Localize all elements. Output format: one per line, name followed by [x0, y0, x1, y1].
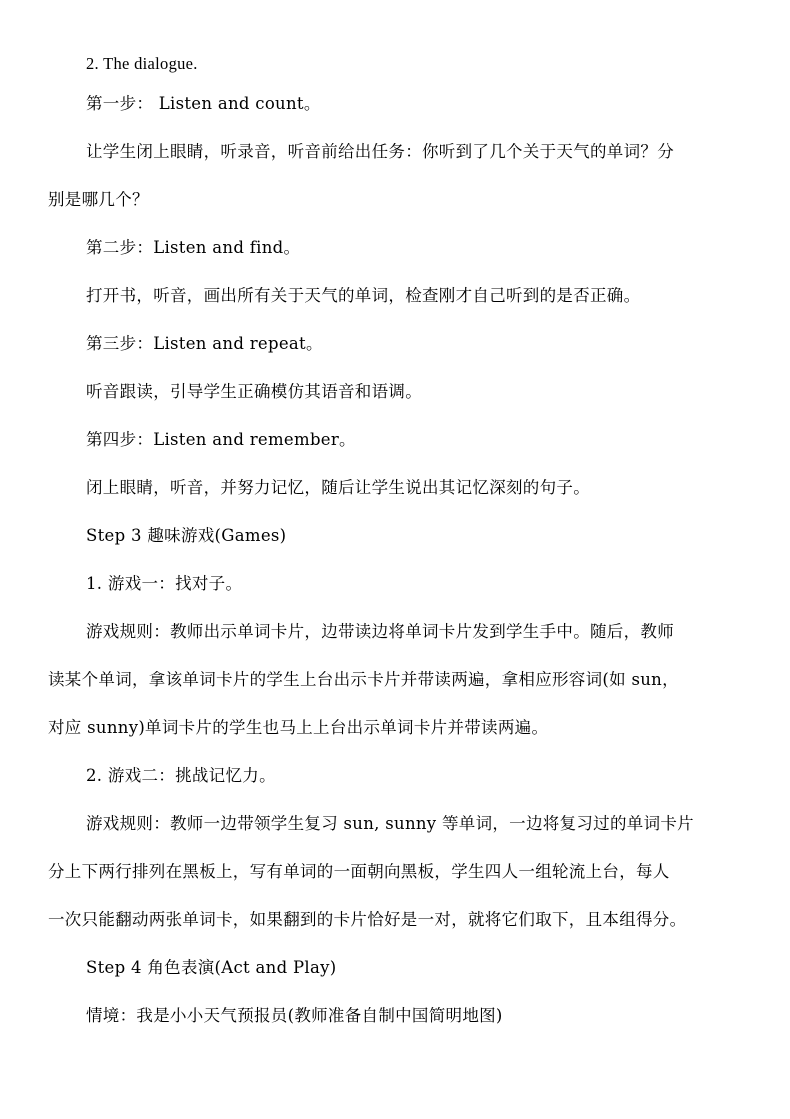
section-heading-act-and-play: Step 4 角色表演(Act and Play) — [86, 958, 337, 977]
paragraph-line: 游戏规则：教师一边带领学生复习 sun, sunny 等单词，一边将复习过的单词卡片 — [86, 814, 694, 833]
paragraph-line: 游戏规则：教师出示单词卡片，边带读边将单词卡片发到学生手中。随后，教师 — [86, 622, 674, 641]
step-one-heading: 第一步： Listen and count。 — [86, 94, 321, 113]
paragraph-line: 听音跟读，引导学生正确模仿其语音和语调。 — [86, 382, 422, 401]
paragraph-line: 分上下两行排列在黑板上，写有单词的一面朝向黑板，学生四人一组轮流上台，每人 — [48, 862, 670, 881]
game-two-heading: 2. 游戏二：挑战记忆力。 — [86, 766, 276, 785]
paragraph-line: 打开书，听音，画出所有关于天气的单词，检查刚才自己听到的是否正确。 — [86, 286, 641, 305]
paragraph-line: 一次只能翻动两张单词卡，如果翻到的卡片恰好是一对，就将它们取下，且本组得分。 — [48, 910, 687, 929]
section-heading-dialogue: 2. The dialogue. — [86, 54, 198, 73]
step-four-heading: 第四步：Listen and remember。 — [86, 430, 356, 449]
step-three-heading: 第三步：Listen and repeat。 — [86, 334, 323, 353]
paragraph-line: 别是哪几个？ — [48, 190, 149, 209]
game-one-heading: 1. 游戏一：找对子。 — [86, 574, 243, 593]
paragraph-line: 读某个单词，拿该单词卡片的学生上台出示卡片并带读两遍，拿相应形容词(如 sun， — [48, 670, 679, 689]
paragraph-line: 闭上眼睛，听音，并努力记忆，随后让学生说出其记忆深刻的句子。 — [86, 478, 590, 497]
section-heading-games: Step 3 趣味游戏(Games) — [86, 526, 287, 545]
paragraph-line: 让学生闭上眼睛，听录音，听音前给出任务：你听到了几个关于天气的单词？分 — [86, 142, 674, 161]
paragraph-line: 对应 sunny)单词卡片的学生也马上上台出示单词卡片并带读两遍。 — [48, 718, 549, 737]
paragraph-line: 情境：我是小小天气预报员(教师准备自制中国简明地图) — [86, 1006, 503, 1025]
step-two-heading: 第二步：Listen and find。 — [86, 238, 301, 257]
